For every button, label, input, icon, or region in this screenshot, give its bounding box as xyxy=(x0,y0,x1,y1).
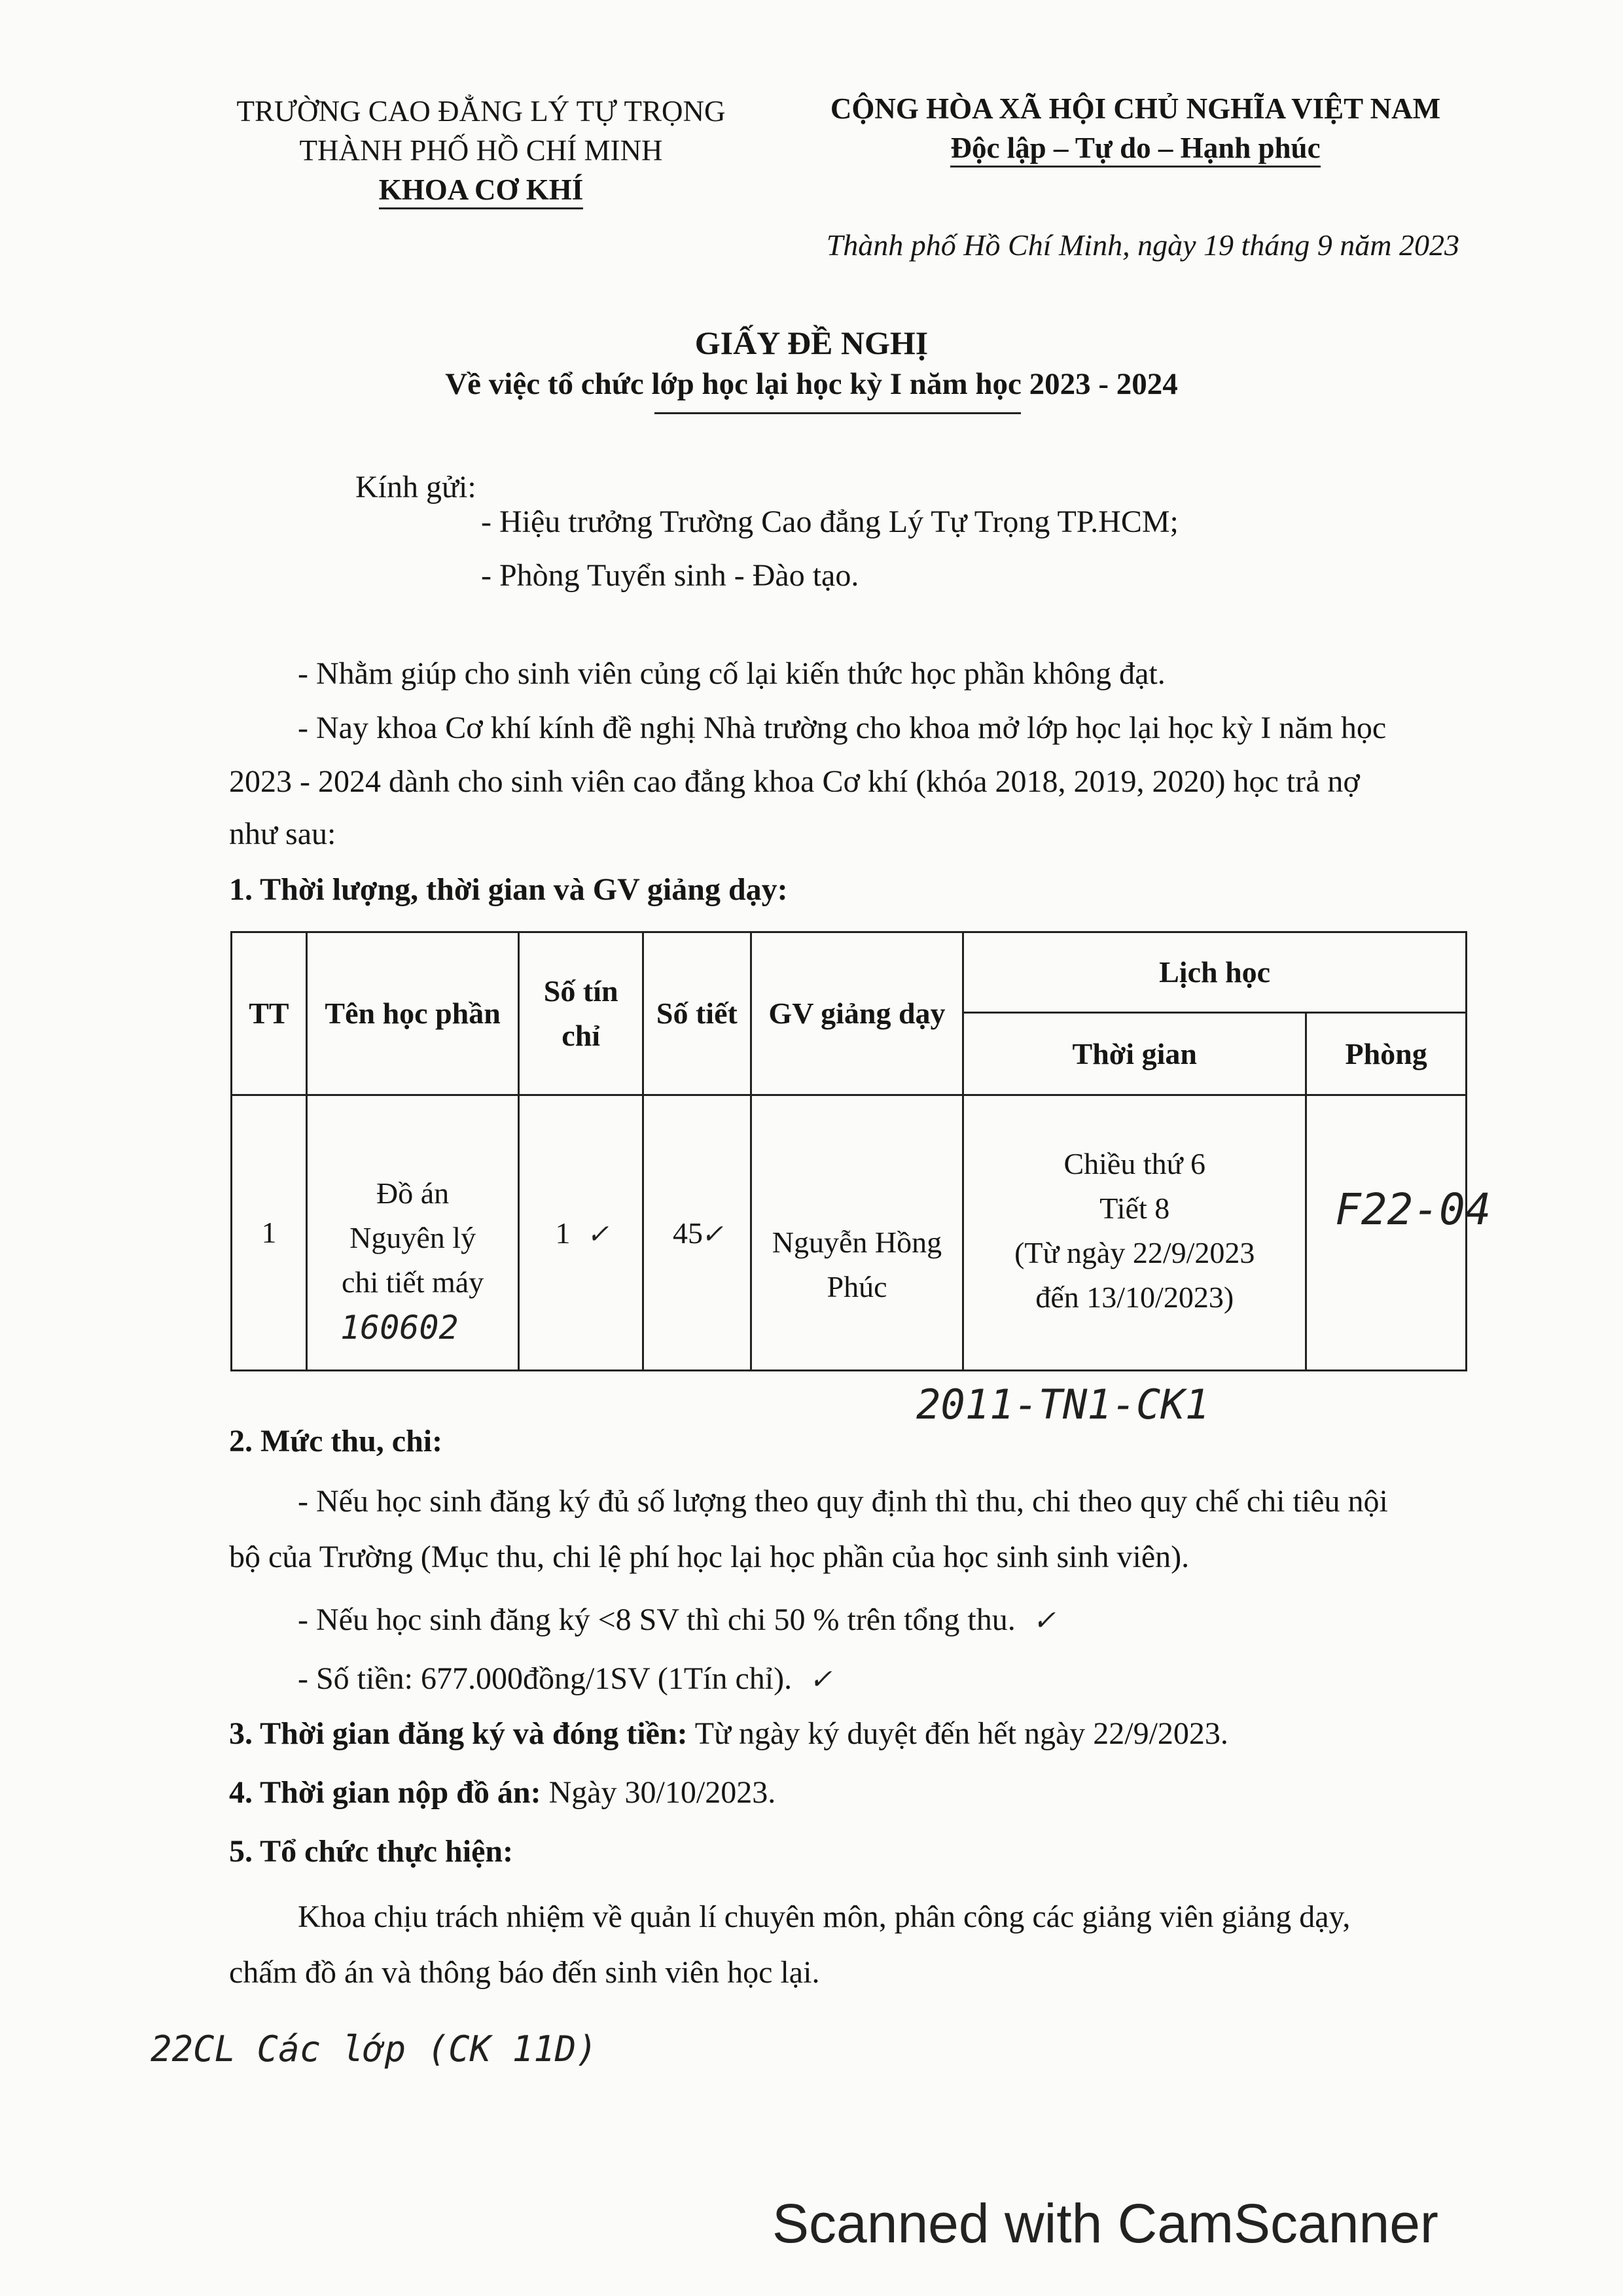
section-1-heading: 1. Thời lượng, thời gian và GV giảng dạy: xyxy=(229,872,788,907)
header-teacher: GV giảng dạy xyxy=(751,932,963,1095)
cell-periods: 45✓ xyxy=(643,1095,751,1371)
section-2-heading: 2. Mức thu, chi: xyxy=(229,1424,443,1458)
section-4-label: 4. Thời gian nộp đồ án: xyxy=(229,1775,541,1810)
header-course: Tên học phần xyxy=(306,932,518,1095)
school-city: THÀNH PHỐ HỒ CHÍ MINH xyxy=(299,134,663,167)
school-name: TRƯỜNG CAO ĐẲNG LÝ TỰ TRỌNG xyxy=(236,95,726,128)
intro-paragraph-1: - Nhằm giúp cho sinh viên củng cố lại kiến thức học phần không đạt. xyxy=(298,656,1166,691)
handwritten-room: F22-04 xyxy=(1335,1184,1491,1235)
check-mark-icon: ✓ xyxy=(703,1214,721,1250)
cell-tt: 1 xyxy=(232,1095,307,1371)
handwritten-bottom-note: 22CL Các lớp (CK 11D) xyxy=(151,2028,597,2070)
header-tt: TT xyxy=(232,932,307,1095)
department-name: KHOA CƠ KHÍ xyxy=(223,170,740,209)
recipient-admissions: - Phòng Tuyển sinh - Đào tạo. xyxy=(481,558,859,593)
check-mark-icon: ✓ xyxy=(1015,1601,1054,1638)
header-periods: Số tiết xyxy=(643,932,751,1095)
header-credits: Số tín chỉ xyxy=(519,932,643,1095)
national-motto: Độc lập – Tự do – Hạnh phúc xyxy=(798,128,1472,168)
section-5-heading: 5. Tổ chức thực hiện: xyxy=(229,1834,514,1869)
header-room: Phòng xyxy=(1306,1013,1467,1095)
section-2-p1-line1: - Nếu học sinh đăng ký đủ số lượng theo quy định thì thu, chi theo quy chế chi tiêu nội xyxy=(298,1484,1388,1519)
national-header xyxy=(798,89,1472,168)
section-2-p3: - Số tiền: 677.000đồng/1SV (1Tín chỉ). ✓ xyxy=(298,1660,830,1697)
cell-time: Chiều thứ 6 Tiết 8 (Từ ngày 22/9/2023 đến 13/10/2023) xyxy=(963,1095,1306,1371)
section-3-label: 3. Thời gian đăng ký và đóng tiền: xyxy=(229,1716,688,1751)
section-5-line1: Khoa chịu trách nhiệm về quản lí chuyên môn, phân công các giảng viên giảng dạy, xyxy=(298,1899,1351,1934)
recipient-principal: - Hiệu trưởng Trường Cao đẳng Lý Tự Trọng TP.HCM; xyxy=(481,504,1179,539)
section-4-value: Ngày 30/10/2023. xyxy=(541,1775,776,1810)
section-2-p1-line2: bộ của Trường (Mục thu, chi lệ phí học lại học phần của học sinh sinh viên). xyxy=(229,1540,1190,1574)
section-2-p2: - Nếu học sinh đăng ký <8 SV thì chi 50 % trên tổng thu. ✓ xyxy=(298,1601,1054,1638)
intro-paragraph-2-line1: - Nay khoa Cơ khí kính đề nghị Nhà trường cho khoa mở lớp học lại học kỳ I năm học xyxy=(298,711,1387,745)
section-5-line2: chấm đồ án và thông báo đến sinh viên học lại. xyxy=(229,1955,820,1990)
national-name: CỘNG HÒA XÃ HỘI CHỦ NGHĨA VIỆT NAM xyxy=(830,92,1441,125)
header-schedule: Lịch học xyxy=(963,932,1467,1013)
intro-paragraph-2-line2: 2023 - 2024 dành cho sinh viên cao đẳng khoa Cơ khí (khóa 2018, 2019, 2020) học trả nợ xyxy=(229,764,1360,799)
cell-credits: 1 ✓ xyxy=(519,1095,643,1371)
date-line: Thành phố Hồ Chí Minh, ngày 19 tháng 9 năm 2023 xyxy=(826,228,1459,262)
cell-teacher: Nguyễn Hồng Phúc xyxy=(751,1095,963,1371)
handwritten-class-code: 2011-TN1-CK1 xyxy=(916,1381,1209,1428)
schedule-table xyxy=(230,931,1467,1371)
document-title: GIẤY ĐỀ NGHỊ xyxy=(694,325,929,361)
handwritten-course-code: 160602 xyxy=(340,1309,459,1347)
cell-course: Đồ án Nguyên lý chi tiết máy xyxy=(306,1095,518,1371)
check-mark-icon: ✓ xyxy=(570,1214,607,1250)
document-subtitle: Về việc tổ chức lớp học lại học kỳ I năm học 2023 - 2024 xyxy=(445,367,1178,401)
header-time: Thời gian xyxy=(963,1013,1306,1095)
section-4 xyxy=(229,1770,776,1816)
check-mark-icon: ✓ xyxy=(792,1660,830,1697)
school-header xyxy=(223,92,740,209)
salutation-label: Kính gửi: xyxy=(355,470,476,504)
section-3 xyxy=(229,1711,1228,1757)
subtitle-underline xyxy=(654,412,1021,414)
intro-paragraph-2-line3: như sau: xyxy=(229,817,336,851)
scanner-watermark: Scanned with CamScanner xyxy=(772,2193,1438,2254)
section-3-value: Từ ngày ký duyệt đến hết ngày 22/9/2023. xyxy=(687,1716,1228,1751)
